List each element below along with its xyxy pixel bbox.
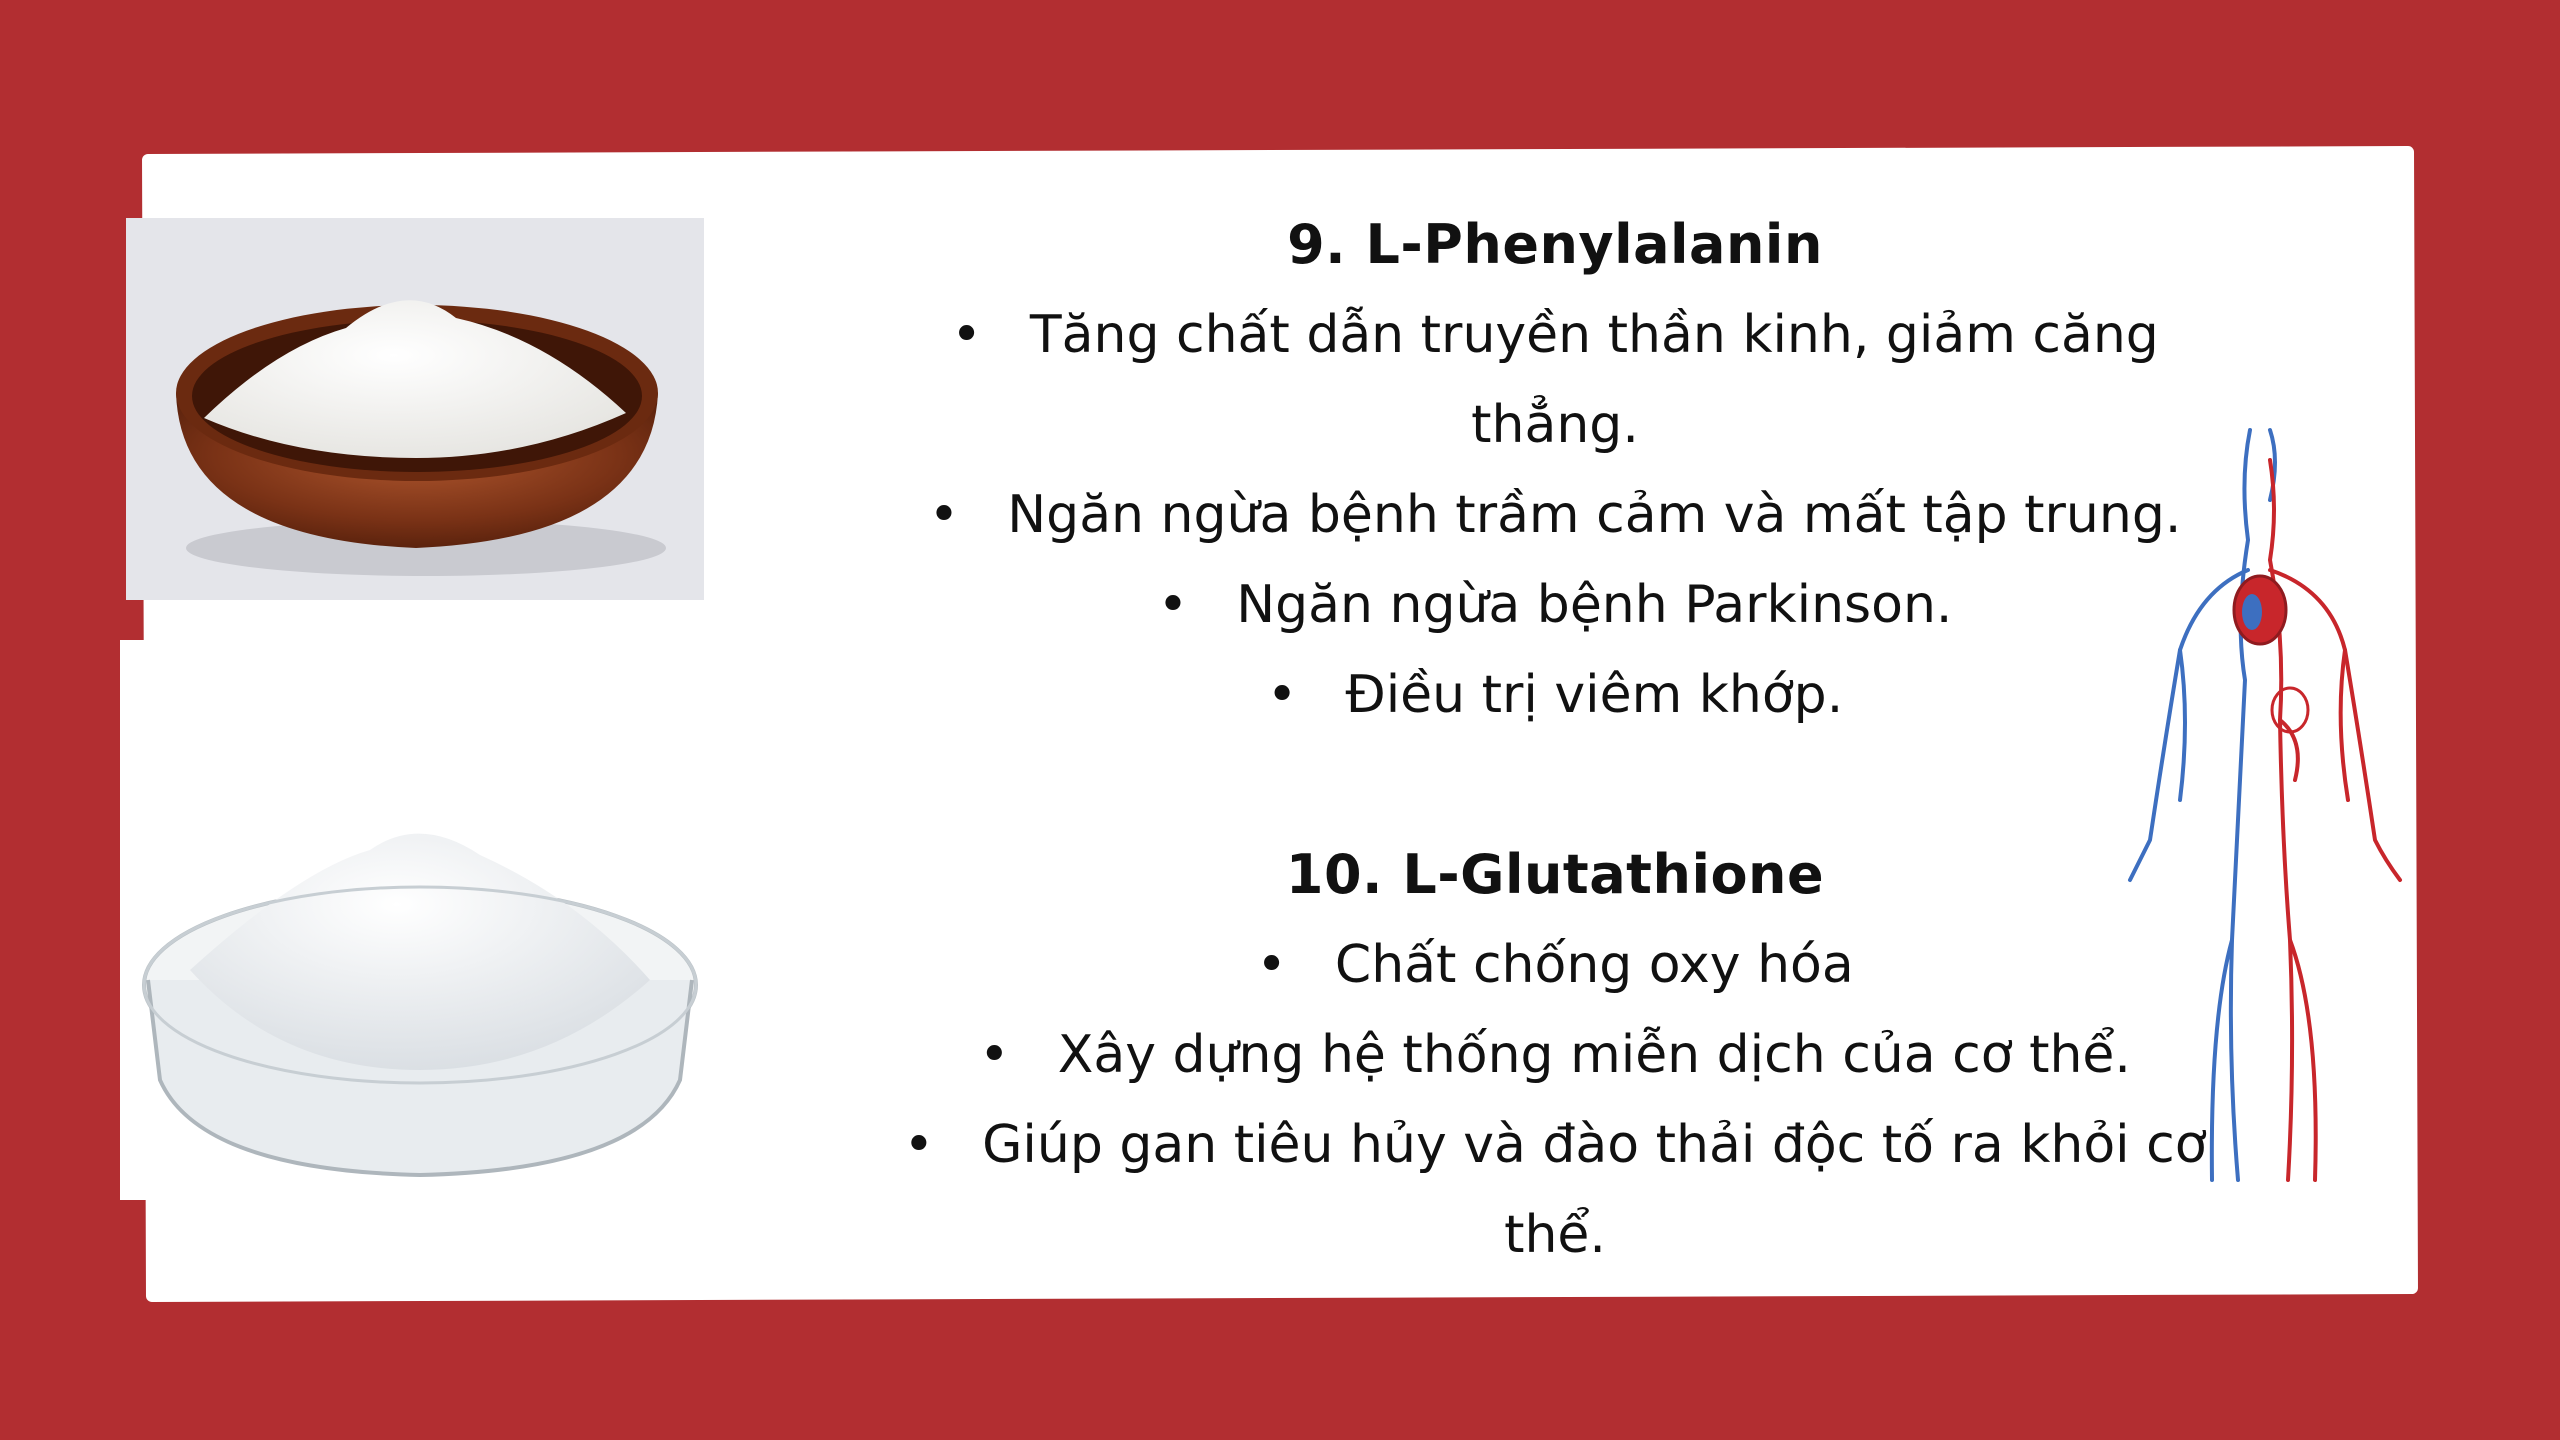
list-item: • Giúp gan tiêu hủy và đào thải độc tố ra khỏi cơ thể. [903, 1115, 2207, 1265]
section1-list [870, 290, 2240, 740]
list-item: • Điều trị viêm khớp. [1266, 665, 1844, 725]
text-column [870, 200, 2240, 1280]
list-item: • Ngăn ngừa bệnh trầm cảm và mất tập trung. [928, 485, 2182, 545]
crystals-dish-photo [120, 640, 710, 1200]
powder-bowl-photo [126, 218, 704, 600]
section2-list [870, 920, 2240, 1280]
list-item: • Ngăn ngừa bệnh Parkinson. [1157, 575, 1953, 635]
circulatory-system-illustration [2120, 420, 2410, 1200]
list-item: • Chất chống oxy hóa [1256, 935, 1854, 995]
list-item: • Xây dựng hệ thống miễn dịch của cơ thể. [979, 1025, 2131, 1085]
section1-title: 9. L-Phenylalanin [1287, 213, 1823, 276]
section2-title: 10. L-Glutathione [1285, 843, 1825, 906]
list-item: • Tăng chất dẫn truyền thần kinh, giảm căng thẳng. [951, 305, 2159, 455]
